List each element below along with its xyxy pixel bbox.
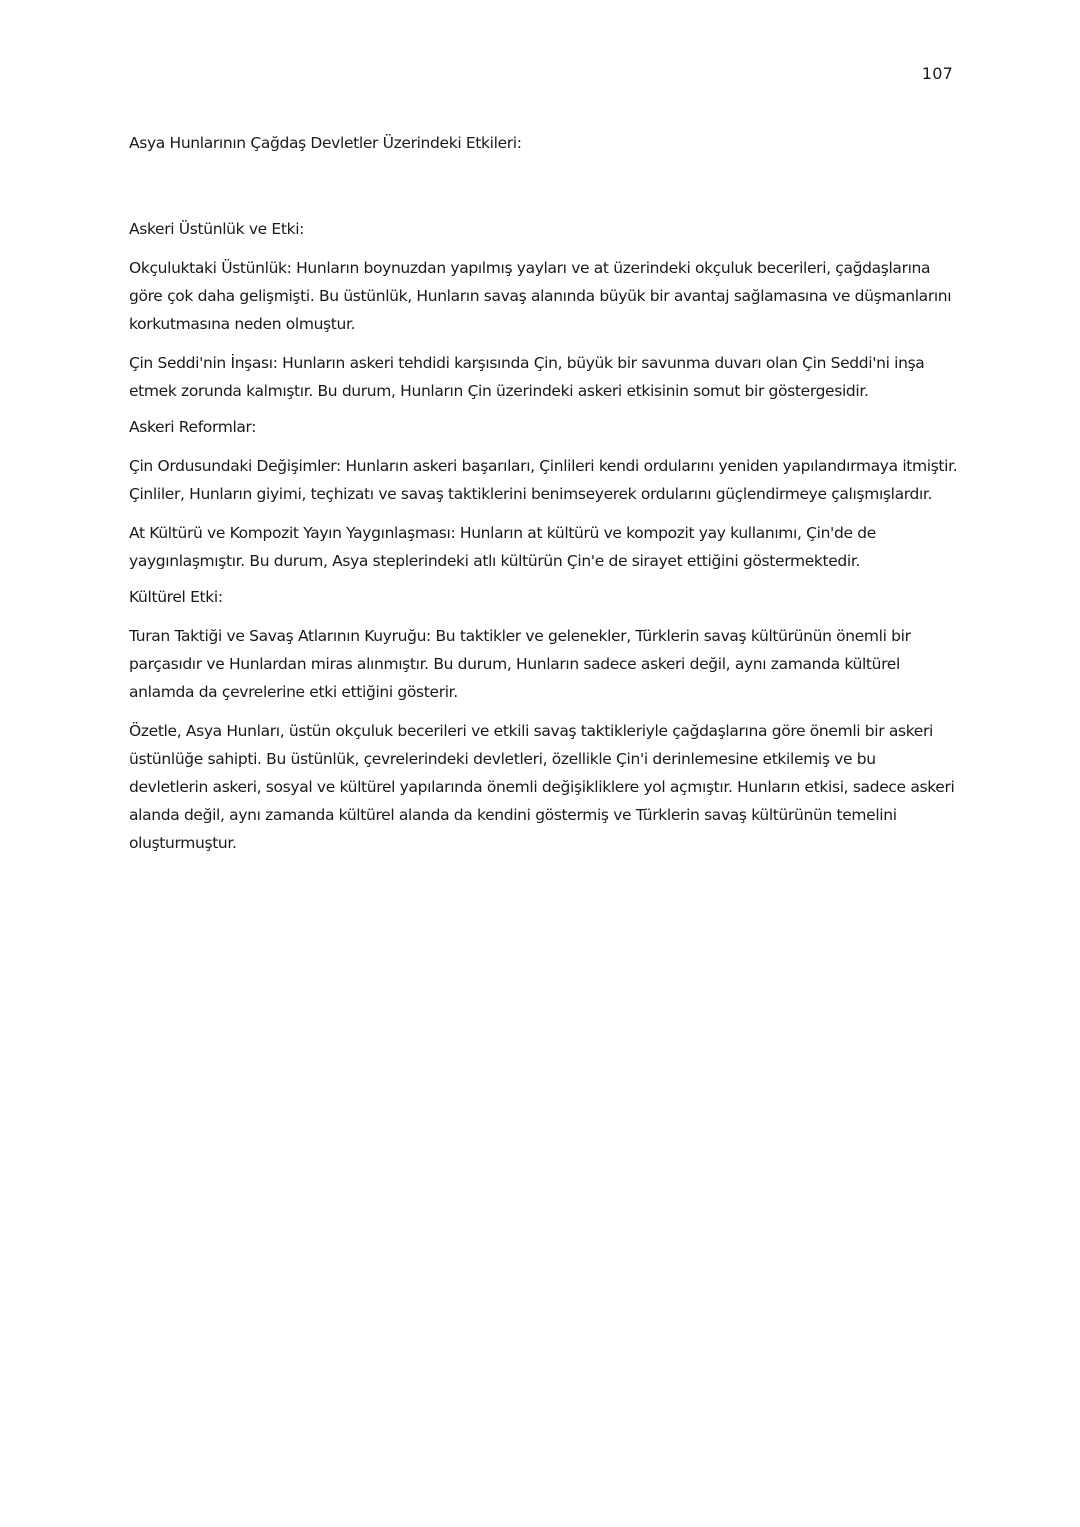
document-body — [129, 129, 959, 857]
page-number: 107 — [921, 64, 953, 83]
military-reforms-heading: Askeri Reformlar: — [129, 418, 257, 436]
great-wall-paragraph: Çin Seddi'nin İnşası: Hunların askeri tehdidi karşısında Çin, büyük bir savunma duvarı olan Çin Seddi'ni inşa etmek zorunda kalmıştır. Bu durum, Hunların Çin üzerindeki askeri etkisinin somut bir göstergesidir. — [129, 354, 925, 400]
archery-paragraph: Okçuluktaki Üstünlük: Hunların boynuzdan yapılmış yayları ve at üzerindeki okçuluk becerileri, çağdaşlarına göre çok daha gelişmişti. Bu üstünlük, Hunların savaş alanında büyük bir avantaj sağlamasına ve düşmanlarını korkutmasına neden olmuştur. — [129, 259, 952, 333]
cultural-impact-heading: Kültürel Etki: — [129, 588, 223, 606]
document-title: Asya Hunlarının Çağdaş Devletler Üzerindeki Etkileri: — [129, 134, 522, 152]
horse-culture-paragraph: At Kültürü ve Kompozit Yayın Yaygınlaşması: Hunların at kültürü ve kompozit yay kullanımı, Çin'de de yaygınlaşmıştır. Bu durum, Asya steplerindeki atlı kültürün Çin'e de sirayet ettiğini göstermektedir. — [129, 524, 876, 570]
military-superiority-heading: Askeri Üstünlük ve Etki: — [129, 220, 305, 238]
turan-tactic-paragraph: Turan Taktiği ve Savaş Atlarının Kuyruğu: Bu taktikler ve gelenekler, Türklerin savaş kültürünün önemli bir parçasıdır ve Hunlardan miras alınmıştır. Bu durum, Hunların sadece askeri değil, aynı zamanda kültürel anlamda da çevrelerine etki ettiğini gösterir. — [129, 627, 911, 701]
chinese-army-paragraph: Çin Ordusundaki Değişimler: Hunların askeri başarıları, Çinlileri kendi ordularını yeniden yapılandırmaya itmiştir. Çinliler, Hunların giyimi, teçhizatı ve savaş taktiklerini benimseyerek ordularını güçlendirmeye çalışmışlardır. — [129, 457, 958, 503]
summary-paragraph: Özetle, Asya Hunları, üstün okçuluk becerileri ve etkili savaş taktikleriyle çağdaşlarına göre önemli bir askeri üstünlüğe sahipti. Bu üstünlük, çevrelerindeki devletleri, özellikle Çin'i derinlemesine etkilemiş ve bu devletlerin askeri, sosyal ve kültürel yapılarında önemli değişikliklere yol açmıştır. Hunların etkisi, sadece askeri alanda değil, aynı zamanda kültürel alanda da kendini göstermiş ve Türklerin savaş kültürünün temelini oluşturmuştur. — [129, 722, 955, 852]
